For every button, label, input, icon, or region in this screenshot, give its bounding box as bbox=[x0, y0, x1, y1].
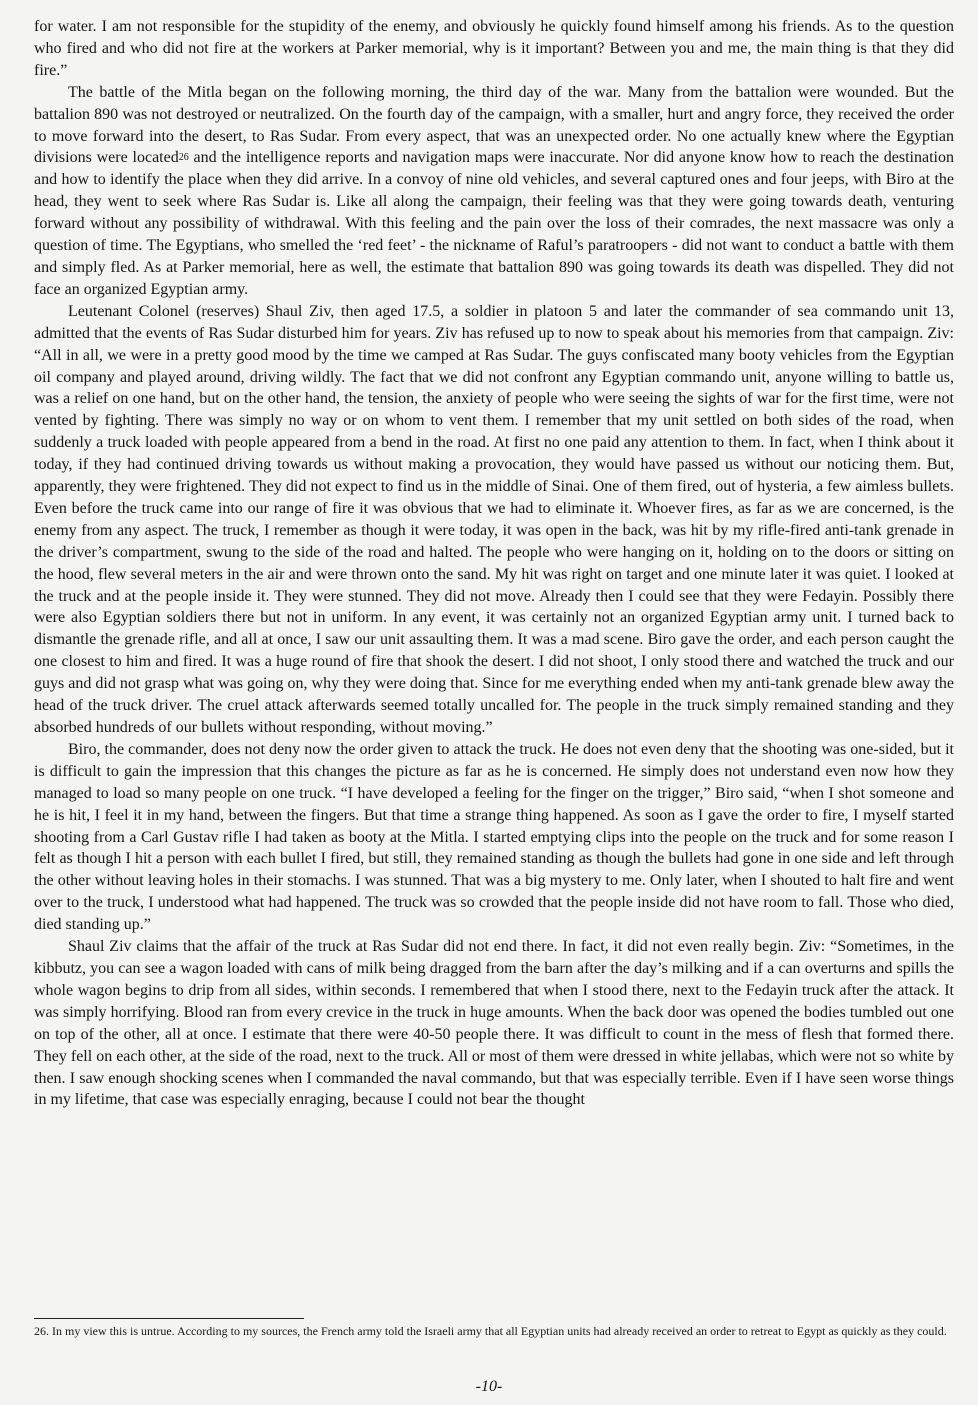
paragraph-mitla-battle bbox=[34, 82, 954, 301]
paragraph-shaul-ziv: Leutenant Colonel (reserves) Shaul Ziv, then aged 17.5, a soldier in platoon 5 and later the commander of sea commando unit 13, admitted that the events of Ras Sudar disturbed him for years. Ziv has refused up to now to speak about his memories from that campaign. Ziv: “All in all, we were in a pretty good mood by the time we camped at Ras Sudar. The guys confiscated many booty vehicles from the Egyptian oil company and played around, driving wildly. The fact that we did not confront any Egyptian commando unit, anyone willing to battle us, was a relief on one hand, but on the other hand, the tension, the anxiety of people who were seeing the sights of war for the first time, were not vented by fighting. There was simply no way or on whom to vent them. I remember that my unit settled on both sides of the road, when suddenly a truck loaded with people appeared from a bend in the road. At first no one paid any attention to them. In fact, when I think about it today, if they had continued driving towards us without making a provocation, they would have passed us without our noticing them. But, apparently, they were frightened. They did not expect to find us in the middle of Sinai. One of them fired, out of hysteria, a few aimless bullets. Even before the truck came into our range of fire it was obvious that we had to eliminate it. Whoever fires, as far as we are concerned, is the enemy from any aspect. The truck, I remember as though it were today, it was open in the back, was hit by my rifle-fired anti-tank grenade in the driver’s compartment, swung to the side of the road and halted. The people who were hanging on it, holding on to the doors or sitting on the hood, flew several meters in the air and were thrown onto the sand. My hit was right on target and one minute later it was quiet. I looked at the truck and at the people inside it. They were stunned. They did not move. Already then I could see that they were Fedayin. Possibly there were also Egyptian soldiers there but not in uniform. In any event, it was certainly not an organized Egyptian army unit. I turned back to dismantle the grenade rifle, and all at once, I saw our unit assaulting them. It was a mad scene. Biro gave the order, and each person caught the one closest to him and fired. It was a huge round of fire that shook the desert. I did not shoot, I only stood there and watched the truck and our guys and did not grasp what was going on, why they were doing that. Since for me everything ended when my anti-tank grenade blew away the head of the truck driver. The cruel attack afterwards seemed totally uncalled for. The people in the truck simply remained standing and they absorbed hundreds of our bullets without responding, without moving.” bbox=[34, 302, 954, 736]
paragraph-text: and the intelligence reports and navigation maps were inaccurate. Nor did anyone know how to reach the destination and how to identify the place when they did arrive. In a convoy of nine old vehicles, and several captured ones and four jeeps, with Biro at the head, they went to seek where Ras Sudar is. Like all along the campaign, their feeling was that they were going towards death, venturing forward without any possibility of withdrawal. With this feeling and the pain over the loss of their comrades, the next massacre was only a question of time. The Egyptians, who smelled the ‘red feet’ - the nickname of Raful’s paratroopers - did not want to conduct a battle with them and simply fled. As at Parker memorial, here as well, the estimate that battalion 890 was going towards its death was dispelled. They did not face an organized Egyptian army. bbox=[34, 149, 954, 298]
paragraph-biro: Biro, the commander, does not deny now the order given to attack the truck. He does not even deny that the shooting was one-sided, but it is difficult to gain the impression that this changes the picture as far as he is concerned. He simply does not understand even now how they managed to load so many people on one truck. “I have developed a feeling for the finger on the trigger,” Biro said, “when I shot someone and he is hit, I feel it in my hand, between the fingers. But that time a strange thing happened. As soon as I gave the order to fire, I myself started shooting from a Carl Gustav rifle I had taken as booty at the Mitla. I started emptying clips into the people on the truck and for some reason I felt as though I hit a person with each bullet I fired, but still, they remained standing as though the bullets had gone in one side and left through the other without leaving holes in their stomachs. I was stunned. That was a big mystery to me. Only later, when I shouted to halt fire and went over to the truck, I understood what had happened. The truck was so crowded that the people inside did not have room to fall. Those who died, died standing up.” bbox=[34, 740, 954, 934]
page-number: -10- bbox=[475, 1378, 503, 1395]
footnote-reference: 26 bbox=[178, 152, 189, 164]
footnote: 26. In my view this is untrue. According to my sources, the French army told the Israeli army that all Egyptian units had already received an order to retreat to Egypt as quickly as they could. bbox=[34, 1324, 947, 1338]
paragraph-text: The battle of the Mitla began on the following morning, the third day of the war. Many from the battalion were wounded. But the battalion 890 was not destroyed or neutralized. On the fourth day of the campaign, with a smaller, hurt and angry force, they received the order to move forward into the desert, to Ras Sudar. From every aspect, that was an unexpected order. No one actually knew where the Egyptian divisions were located bbox=[34, 83, 954, 167]
document-body bbox=[34, 16, 954, 1111]
paragraph-ziv-claims: Shaul Ziv claims that the affair of the truck at Ras Sudar did not end there. In fact, it did not even really begin. Ziv: “Sometimes, in the kibbutz, you can see a wagon loaded with cans of milk being dragged from the barn after the day’s milking and if a can overturns and spills the whole wagon begins to drip from all sides, within seconds. I remembered that when I stood there, next to the Fedayin truck after the attack. It was simply horrifying. Blood ran from every crevice in the truck in huge amounts. When the back door was opened the bodies tumbled out one on top of the other, all at once. I estimate that there were 40-50 people there. It was difficult to count in the mess of flesh that formed there. They fell on each other, at the side of the road, next to the truck. All or most of them were dressed in white jellabas, which were not so white by then. I saw enough shocking scenes when I commanded the naval commando, but that was especially terrible. Even if I have seen worse things in my lifetime, that case was especially enraging, because I could not bear the thought bbox=[34, 938, 954, 1109]
paragraph-continuation: for water. I am not responsible for the stupidity of the enemy, and obviously he quickly found himself among his friends. As to the question who fired and who did not fire at the workers at Parker memorial, why is it important? Between you and me, the main thing is that they did fire.” bbox=[34, 18, 954, 79]
footnote-divider bbox=[34, 1318, 304, 1319]
